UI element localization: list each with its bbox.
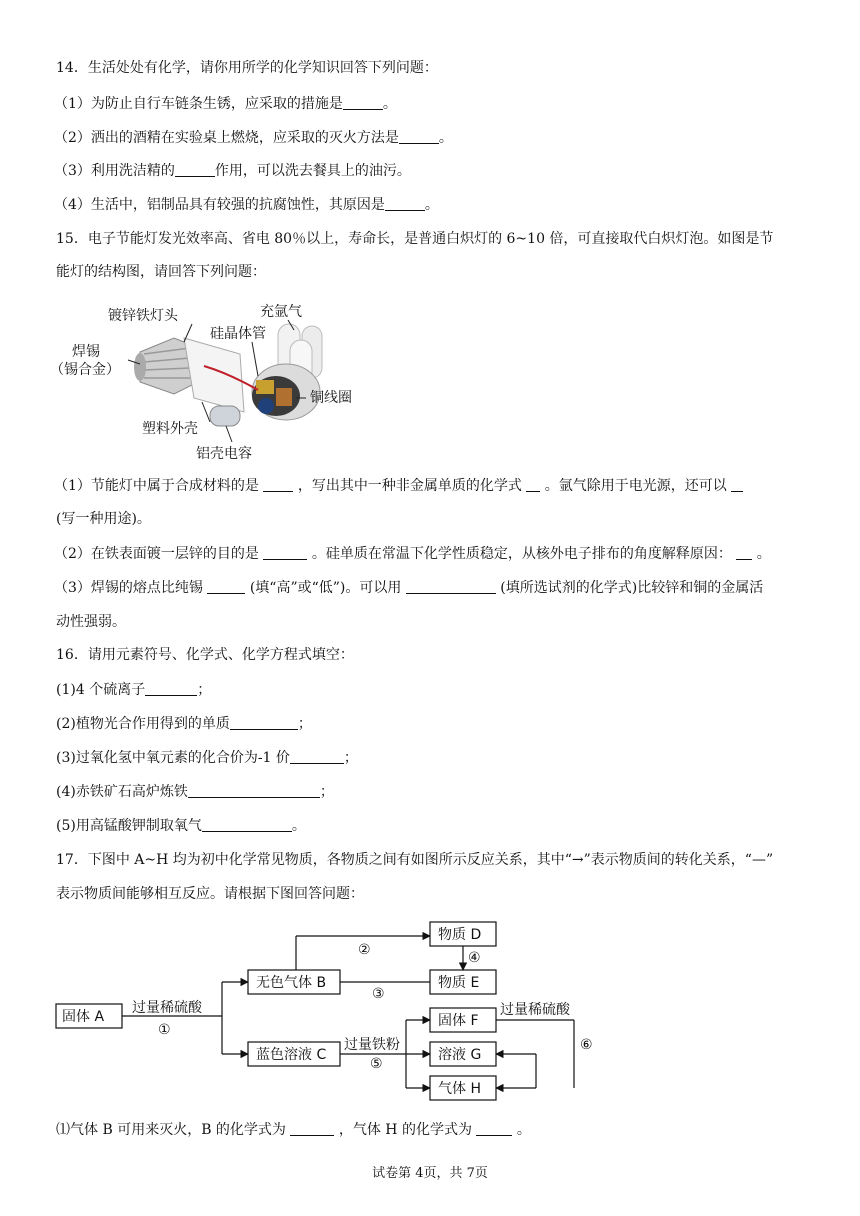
edge-label-dilute-sulfuric-acid: 过量稀硫酸 — [132, 1000, 202, 1016]
q16-item4: (4)赤铁矿石高炉炼铁 ； — [56, 784, 334, 800]
q17-part1: ⑴气体 B 可用来灭火，B 的化学式为 ，气体 H 的化学式为 。 — [56, 1122, 531, 1138]
answer-blank[interactable] — [202, 817, 292, 832]
label-plastic-shell: 塑料外壳 — [142, 421, 198, 437]
q15-part3-cont: 动性强弱。 — [56, 614, 126, 630]
edge-number-2: ② — [358, 942, 371, 958]
answer-blank[interactable] — [385, 196, 425, 211]
label-solder: 焊锡 — [72, 344, 100, 360]
label-d: 物质 D — [438, 927, 482, 943]
label-g: 溶液 G — [438, 1047, 482, 1063]
q15-part3: （3）焊锡的熔点比纯锡 (填“高”或“低”)。可以用 (填所选试剂的化学式)比较锌和铜的金属活 — [54, 580, 764, 596]
answer-blank[interactable] — [263, 477, 293, 492]
answer-blank[interactable] — [290, 1121, 334, 1136]
label-e: 物质 E — [438, 975, 480, 991]
answer-blank[interactable] — [175, 162, 215, 177]
answer-blank[interactable] — [207, 579, 245, 594]
label-zinc-iron-cap: 镀锌铁灯头 — [108, 308, 178, 324]
label-tin-alloy: （锡合金） — [50, 362, 120, 378]
q14-part1: （1）为防止自行车链条生锈，应采取的措施是 。 — [54, 96, 397, 112]
q14-stem: 14．生活处处有化学，请你用所学的化学知识回答下列问题： — [56, 60, 438, 76]
answer-blank[interactable] — [406, 579, 496, 594]
label-b: 无色气体 B — [256, 975, 327, 991]
label-aluminum-capacitor: 铝壳电容 — [196, 446, 252, 462]
q14-part4: （4）生活中，铝制品具有较强的抗腐蚀性，其原因是 。 — [54, 197, 439, 213]
label-copper-coil: 铜线圈 — [310, 390, 352, 406]
q15-stem-line2: 能灯的结构图，请回答下列问题： — [56, 264, 266, 280]
edge-label-dilute-sulfuric-acid-2: 过量稀硫酸 — [500, 1002, 570, 1018]
label-argon: 充氩气 — [260, 304, 302, 320]
q16-item5: (5)用高锰酸钾制取氧气 。 — [56, 818, 306, 834]
q17-stem-line2: 表示物质间能够相互反应。请根据下图回答问题： — [56, 886, 364, 902]
answer-blank[interactable] — [145, 681, 197, 696]
label-silicon-transistor: 硅晶体管 — [210, 326, 266, 342]
answer-blank[interactable] — [290, 749, 344, 764]
q14-part2: （2）洒出的酒精在实验桌上燃烧，应采取的灭火方法是 。 — [54, 130, 453, 146]
q15-part1: （1）节能灯中属于合成材料的是 ，写出其中一种非金属单质的化学式 。氩气除用于电光源，还可以 — [54, 476, 743, 496]
answer-blank[interactable] — [476, 1121, 512, 1136]
answer-blank[interactable] — [263, 545, 307, 560]
edge-number-4: ④ — [468, 950, 481, 966]
page-footer: 试卷第 4页，共 7页 — [372, 1166, 488, 1181]
label-a: 固体 A — [62, 1009, 105, 1025]
q15-part1-cont: (写一种用途)。 — [56, 511, 151, 527]
edge-number-6: ⑥ — [580, 1037, 593, 1053]
answer-blank[interactable] — [188, 783, 320, 798]
edge-number-5: ⑤ — [370, 1056, 383, 1072]
answer-blank[interactable] — [343, 95, 383, 110]
label-h: 气体 H — [438, 1081, 481, 1097]
answer-blank[interactable] — [731, 477, 743, 492]
answer-blank[interactable] — [399, 129, 439, 144]
q15-stem-line1: 15．电子节能灯发光效率高、省电 80％以上，寿命长，是普通白炽灯的 6~10 倍，可直接取代白炽灯泡。如图是节 — [56, 231, 774, 247]
answer-blank[interactable] — [230, 715, 298, 730]
edge-label-iron-powder: 过量铁粉 — [344, 1037, 400, 1053]
reaction-relationship-diagram — [50, 916, 610, 1106]
q16-stem: 16．请用元素符号、化学式、化学方程式填空： — [56, 647, 354, 663]
edge-number-3: ③ — [372, 986, 385, 1002]
edge-number-1: ① — [158, 1022, 171, 1038]
energy-saving-lamp-figure — [44, 302, 374, 464]
q16-item1: (1)4 个硫离子 ； — [56, 682, 212, 698]
answer-blank[interactable] — [526, 477, 540, 492]
answer-blank[interactable] — [736, 545, 752, 560]
q14-part3: （3）利用洗洁精的 作用，可以洗去餐具上的油污。 — [54, 163, 411, 179]
q16-item2: (2)植物光合作用得到的单质 ； — [56, 716, 312, 732]
q16-item3: (3)过氧化氢中氧元素的化合价为-1 价 ； — [56, 750, 358, 766]
label-c: 蓝色溶液 C — [256, 1047, 327, 1063]
label-f: 固体 F — [438, 1013, 479, 1029]
q17-stem-line1: 17．下图中 A~H 均为初中化学常见物质，各物质之间有如图所示反应关系，其中“→”表示物质间的转化关系，“—” — [56, 852, 774, 868]
q15-part2: （2）在铁表面镀一层锌的目的是 。硅单质在常温下化学性质稳定，从核外电子排布的角度解释原因： 。 — [54, 546, 771, 562]
